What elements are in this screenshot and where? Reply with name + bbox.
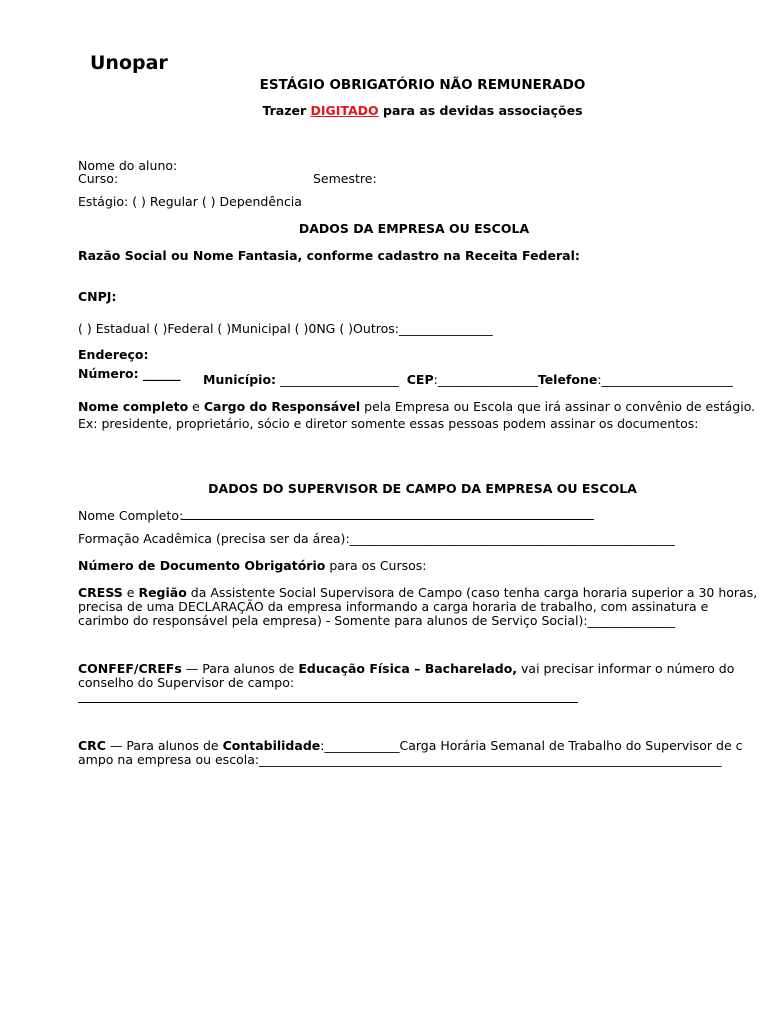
required-document-bold: Número de Documento Obrigatório — [78, 558, 326, 573]
municipio-cep-phone-line — [203, 372, 733, 387]
responsible-bold-role: Cargo do Responsável — [203, 399, 361, 414]
required-document-rest: para os Cursos: — [325, 558, 427, 573]
cress-text-1: e — [122, 585, 139, 600]
accounting-bold: Contabilidade — [222, 738, 321, 753]
phone-label: Telefone — [537, 372, 598, 387]
document-title: ESTÁGIO OBRIGATÓRIO NÃO REMUNERADO — [259, 77, 586, 93]
municipio-blank: ___________________ — [276, 372, 399, 387]
subtitle-prefix: Trazer — [262, 103, 311, 118]
address-label: Endereço: — [78, 347, 149, 362]
cnpj-label: CNPJ: — [78, 289, 117, 304]
brand-logo-text: Unopar — [90, 52, 168, 74]
cep-label: CEP — [406, 372, 434, 387]
crc-text-2: :____________Carga Horária Semanal de Trabalho do Supervisor de campo na empresa ou escola:__________________________________________________________________________ — [78, 738, 743, 767]
internship-type-line: Estágio: ( ) Regular ( ) Dependência — [78, 194, 302, 209]
student-name-label: Nome do aluno: — [78, 158, 178, 173]
phone-blank: :_____________________ — [597, 372, 733, 387]
supervisor-name-label: Nome Completo: — [78, 508, 184, 523]
subtitle-suffix: para as devidas associações — [378, 103, 583, 118]
cress-bold: CRESS — [78, 585, 123, 600]
subtitle-highlight: DIGITADO — [310, 103, 379, 118]
number-line: Número: ______ — [78, 366, 181, 381]
required-document-line — [78, 558, 427, 573]
document-subtitle — [0, 103, 768, 118]
cep-blank: :________________ — [433, 372, 538, 387]
crc-paragraph — [78, 739, 750, 767]
course-label: Curso: — [78, 171, 119, 186]
responsible-text-1: e — [188, 399, 204, 414]
confef-text-2: vai precisar informar o número do conselho do Supervisor de campo: — [78, 661, 735, 690]
company-type-line: ( ) Estadual ( )Federal ( )Municipal ( )0NG ( )Outros:_______________ — [78, 321, 493, 336]
crc-bold: CRC — [78, 738, 106, 753]
cress-paragraph — [78, 586, 758, 628]
confef-paragraph — [78, 662, 748, 690]
confef-blank-line — [78, 702, 578, 703]
cress-text-2: da Assistente Social Supervisora de Campo (caso tenha carga horaria superior a 30 horas, precisa de uma DECLARAÇÃO da empresa informando a carga horaria de trabalho, com assinatura e carimbo do responsável pela empresa) - Somente para alunos de Serviço Social):______________ — [78, 585, 758, 628]
responsible-text-2: pela Empresa ou Escola que irá assinar o convênio de estágio. Ex: presidente, proprietário, sócio e diretor somente essas pessoas podem assinar os documentos: — [78, 399, 756, 431]
region-bold: Região — [138, 585, 187, 600]
crc-text-1: — Para alunos de — [105, 738, 223, 753]
academic-formation-line: Formação Acadêmica (precisa ser da área):____________________________________________________ — [78, 531, 675, 546]
municipio-label: Município: — [203, 372, 277, 387]
confef-bold: CONFEF/CREFs — [78, 661, 182, 676]
supervisor-name-line — [182, 519, 594, 520]
physical-education-bold: Educação Física – Bacharelado, — [298, 661, 518, 676]
supervisor-section-heading: DADOS DO SUPERVISOR DE CAMPO DA EMPRESA OU ESCOLA — [208, 481, 637, 496]
responsible-paragraph — [78, 398, 758, 432]
company-section-heading: DADOS DA EMPRESA OU ESCOLA — [298, 221, 530, 236]
confef-text-1: — Para alunos de — [181, 661, 299, 676]
responsible-bold-name: Nome completo — [78, 399, 189, 414]
semester-label: Semestre: — [313, 171, 377, 186]
razao-social-label: Razão Social ou Nome Fantasia, conforme cadastro na Receita Federal: — [78, 248, 580, 263]
